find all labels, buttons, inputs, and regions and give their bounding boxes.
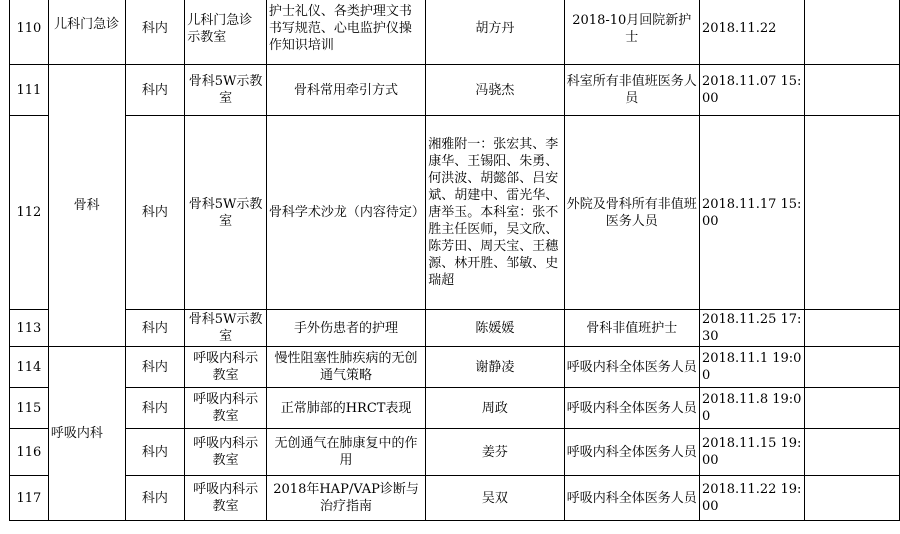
unit-cell: 科内 [125, 388, 185, 429]
time-cell: 2018.11.22 [699, 0, 805, 65]
place-cell: 呼吸内科示教室 [185, 347, 267, 388]
row-number: 113 [10, 310, 49, 347]
audience-cell: 外院及骨科所有非值班医务人员 [564, 116, 699, 310]
topic-cell: 正常肺部的HRCT表现 [266, 388, 425, 429]
table-row [10, 0, 900, 65]
speaker-cell: 陈媛媛 [426, 310, 564, 347]
empty-cell [805, 388, 900, 429]
speaker-cell: 姜芬 [426, 429, 564, 476]
speaker-cell: 胡方丹 [426, 0, 564, 65]
empty-cell [805, 65, 900, 116]
unit-cell: 科内 [125, 347, 185, 388]
empty-cell [805, 429, 900, 476]
table-row [10, 388, 900, 429]
topic-cell: 慢性阻塞性肺疾病的无创通气策略 [266, 347, 425, 388]
empty-cell [805, 310, 900, 347]
unit-cell: 科内 [125, 310, 185, 347]
unit-cell: 科内 [125, 429, 185, 476]
table-row [10, 429, 900, 476]
place-cell: 儿科门急诊示教室 [185, 0, 267, 65]
table-row [10, 116, 900, 310]
row-number: 111 [10, 65, 49, 116]
time-cell: 2018.11.1 19:00 [699, 347, 805, 388]
audience-cell: 呼吸内科全体医务人员 [564, 388, 699, 429]
row-number: 117 [10, 476, 49, 521]
empty-cell [805, 0, 900, 65]
audience-cell: 呼吸内科全体医务人员 [564, 476, 699, 521]
topic-cell: 护士礼仪、各类护理文书书写规范、心电监护仪操作知识培训 [266, 0, 425, 65]
unit-cell: 科内 [125, 116, 185, 310]
training-schedule-table [9, 0, 900, 521]
audience-cell: 呼吸内科全体医务人员 [564, 429, 699, 476]
time-cell: 2018.11.25 17:30 [699, 310, 805, 347]
time-cell: 2018.11.22 19:00 [699, 476, 805, 521]
row-number: 114 [10, 347, 49, 388]
place-cell: 呼吸内科示教室 [185, 429, 267, 476]
row-number: 116 [10, 429, 49, 476]
department-cell: 儿科门急诊 [48, 0, 125, 65]
place-cell: 呼吸内科示教室 [185, 388, 267, 429]
time-cell: 2018.11.8 19:00 [699, 388, 805, 429]
place-cell: 骨科5W示教室 [185, 116, 267, 310]
table-row [10, 347, 900, 388]
table-row [10, 310, 900, 347]
topic-cell: 手外伤患者的护理 [266, 310, 425, 347]
empty-cell [805, 347, 900, 388]
audience-cell: 呼吸内科全体医务人员 [564, 347, 699, 388]
audience-cell: 2018-10月回院新护士 [564, 0, 699, 65]
row-number: 115 [10, 388, 49, 429]
table-row [10, 65, 900, 116]
topic-cell: 骨科常用牵引方式 [266, 65, 425, 116]
place-cell: 骨科5W示教室 [185, 65, 267, 116]
department-cell: 骨科 [48, 65, 125, 347]
empty-cell [805, 476, 900, 521]
department-cell: 呼吸内科 [48, 347, 125, 521]
time-cell: 2018.11.17 15:00 [699, 116, 805, 310]
topic-cell: 骨科学术沙龙（内容待定） [266, 116, 425, 310]
row-number: 110 [10, 0, 49, 65]
unit-cell: 科内 [125, 0, 185, 65]
unit-cell: 科内 [125, 476, 185, 521]
audience-cell: 科室所有非值班医务人员 [564, 65, 699, 116]
place-cell: 骨科5W示教室 [185, 310, 267, 347]
topic-cell: 无创通气在肺康复中的作用 [266, 429, 425, 476]
speaker-cell: 吴双 [426, 476, 564, 521]
speaker-cell: 周政 [426, 388, 564, 429]
place-cell: 呼吸内科示教室 [185, 476, 267, 521]
time-cell: 2018.11.15 19:00 [699, 429, 805, 476]
speaker-cell: 湘雅附一：张宏其、李康华、王锡阳、朱勇、何洪波、胡懿郃、吕安斌、胡建中、雷光华、唐举玉。本科室：张不胜主任医师，吴文欣、陈芳田、周天宝、王穗源、林开胜、邹敏、史瑞超 [426, 116, 564, 310]
speaker-cell: 谢静凌 [426, 347, 564, 388]
time-cell: 2018.11.07 15:00 [699, 65, 805, 116]
table-row [10, 476, 900, 521]
audience-cell: 骨科非值班护士 [564, 310, 699, 347]
topic-cell: 2018年HAP/VAP诊断与治疗指南 [266, 476, 425, 521]
row-number: 112 [10, 116, 49, 310]
empty-cell [805, 116, 900, 310]
unit-cell: 科内 [125, 65, 185, 116]
speaker-cell: 冯骁杰 [426, 65, 564, 116]
